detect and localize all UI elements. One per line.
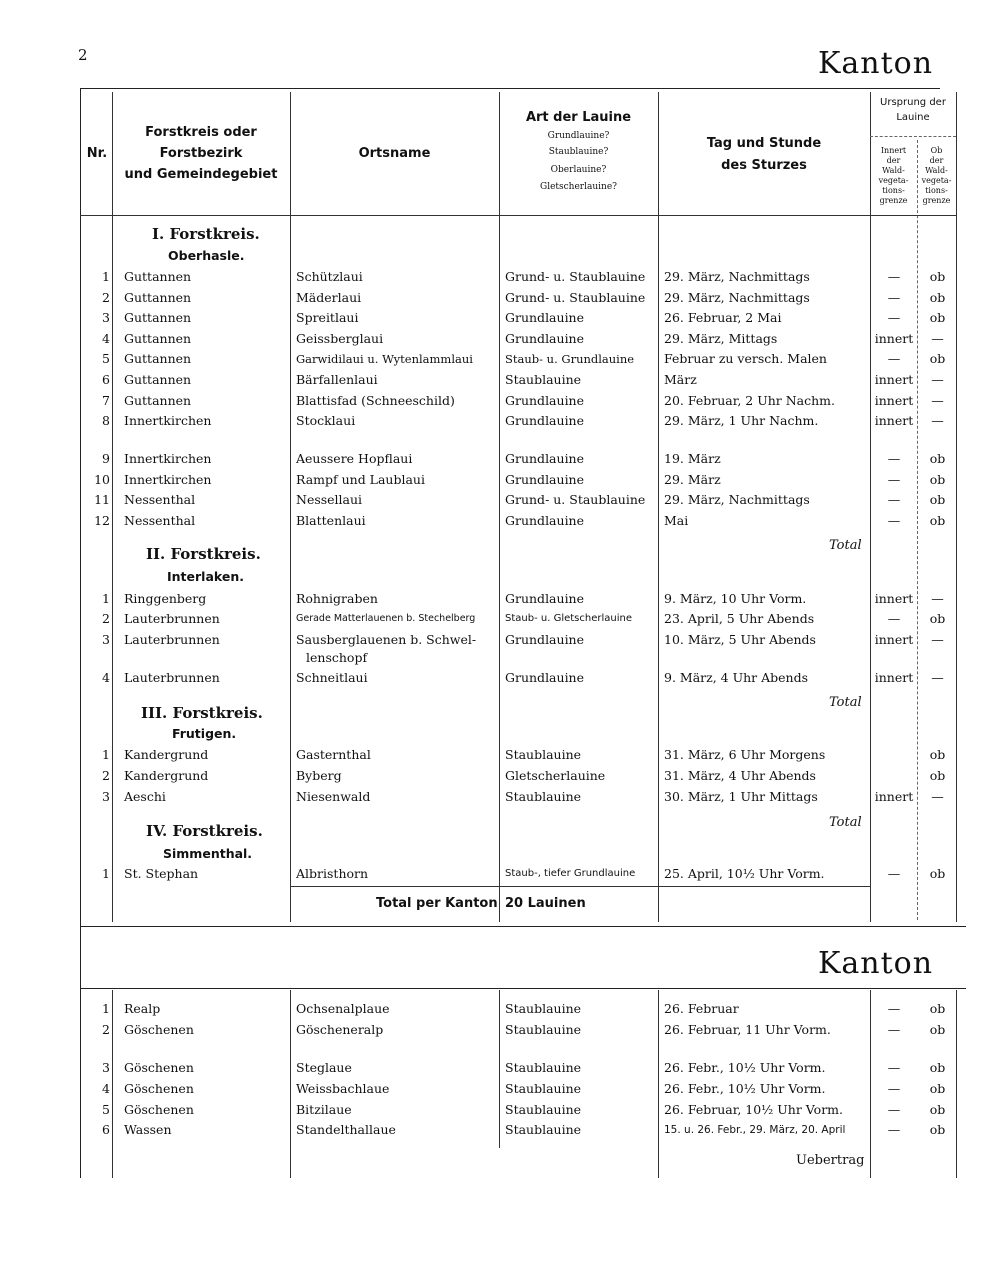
row-ortsname: Steglaue bbox=[296, 1060, 352, 1075]
row-nr: 4 bbox=[102, 670, 110, 685]
row-tag: 23. April, 5 Uhr Abends bbox=[664, 611, 815, 626]
row-tag: 29. März, Mittags bbox=[664, 331, 778, 346]
row-ob: — bbox=[931, 393, 944, 408]
row-gemeinde: Kandergrund bbox=[124, 747, 209, 762]
row-art: Staublauine bbox=[505, 1060, 582, 1075]
row-ortsname: Sausberglauenen b. Schwel- bbox=[296, 632, 477, 647]
row-ortsname: Nessellaui bbox=[296, 492, 363, 507]
row-nr: 4 bbox=[102, 1081, 110, 1096]
row-tag: Mai bbox=[664, 513, 689, 528]
row-ortsname: Byberg bbox=[296, 768, 342, 783]
total-per-kanton-value: 20 Lauinen bbox=[505, 896, 586, 911]
row-ob: ob bbox=[929, 1122, 946, 1137]
header-innert-6: grenze bbox=[879, 196, 908, 205]
row-innert: innert bbox=[874, 413, 914, 428]
header-nr: Nr. bbox=[86, 146, 108, 161]
table-row bbox=[80, 391, 960, 411]
row-gemeinde: Guttannen bbox=[124, 393, 192, 408]
table-row bbox=[80, 745, 960, 765]
row-ortsname: Niesenwald bbox=[296, 789, 371, 804]
row-art: Grundlauine bbox=[505, 591, 585, 606]
kanton-title-bottom: Kanton bbox=[818, 946, 934, 981]
row-nr: 1 bbox=[102, 1001, 110, 1016]
header-forstkreis-line1: Forstkreis oder bbox=[145, 125, 257, 140]
section-4-title: IV. Forstkreis. bbox=[146, 822, 263, 840]
row-gemeinde: Göschenen bbox=[124, 1022, 194, 1037]
table-row bbox=[80, 1100, 960, 1120]
header-innert-4: vegeta- bbox=[878, 176, 909, 185]
row-innert: innert bbox=[874, 670, 914, 685]
row-gemeinde: Guttannen bbox=[124, 310, 192, 325]
row-tag: 26. Februar bbox=[664, 1001, 739, 1016]
table-row bbox=[80, 470, 960, 490]
section-1-title: I. Forstkreis. bbox=[152, 225, 260, 243]
row-tag: 26. Februar, 11 Uhr Vorm. bbox=[664, 1022, 831, 1037]
row-ortsname: Bitzilaue bbox=[296, 1102, 352, 1117]
row-tag: 31. März, 6 Uhr Morgens bbox=[664, 747, 826, 762]
row-innert: — bbox=[887, 1081, 901, 1096]
row-art: Grundlauine bbox=[505, 413, 585, 428]
row-tag: 30. März, 1 Uhr Mittags bbox=[664, 789, 818, 804]
row-ob: ob bbox=[929, 310, 946, 325]
row-tag: 31. März, 4 Uhr Abends bbox=[664, 768, 816, 783]
row-nr: 5 bbox=[102, 1102, 110, 1117]
row-innert: — bbox=[887, 1102, 901, 1117]
row-innert: — bbox=[887, 1060, 901, 1075]
row-ob: ob bbox=[929, 747, 946, 762]
row-ortsname: Schneitlaui bbox=[296, 670, 368, 685]
header-ursprung-2: Lauine bbox=[896, 112, 930, 123]
row-nr: 2 bbox=[102, 611, 110, 626]
row-tag: 19. März bbox=[664, 451, 721, 466]
header-ob-4: vegeta- bbox=[921, 176, 952, 185]
row-ortsname: Weissbachlaue bbox=[296, 1081, 390, 1096]
row-gemeinde: Aeschi bbox=[124, 789, 166, 804]
row-gemeinde: Guttannen bbox=[124, 351, 192, 366]
row-ob: — bbox=[931, 670, 944, 685]
header-ob-6: grenze bbox=[922, 196, 951, 205]
section-1-subtitle: Oberhasle. bbox=[168, 248, 245, 263]
table-row bbox=[80, 787, 960, 807]
row-nr: 1 bbox=[102, 866, 110, 881]
row-tag: Februar zu versch. Malen bbox=[664, 351, 827, 366]
table-row bbox=[80, 329, 960, 349]
ursprung-sub-rule bbox=[870, 136, 956, 137]
row-ob: ob bbox=[929, 351, 946, 366]
row-ob: ob bbox=[929, 768, 946, 783]
table-row bbox=[80, 288, 960, 308]
table-row bbox=[80, 609, 960, 629]
table-row bbox=[80, 349, 960, 369]
section-3-title: III. Forstkreis. bbox=[141, 704, 263, 722]
row-innert: — bbox=[887, 472, 901, 487]
row-ortsname: Gasternthal bbox=[296, 747, 371, 762]
row-gemeinde: Wassen bbox=[124, 1122, 172, 1137]
row-art: Grund- u. Staublauine bbox=[505, 290, 646, 305]
row-art: Gletscherlauine bbox=[505, 768, 606, 783]
row-nr: 2 bbox=[102, 290, 110, 305]
row-art: Grundlauine bbox=[505, 451, 585, 466]
row-innert: — bbox=[887, 1022, 901, 1037]
row-gemeinde: Göschenen bbox=[124, 1102, 194, 1117]
row-innert: — bbox=[887, 1122, 901, 1137]
header-ursprung-1: Ursprung der bbox=[880, 97, 946, 108]
row-tag: März bbox=[664, 372, 697, 387]
row-ob: ob bbox=[929, 1102, 946, 1117]
header-ob-3: Wald- bbox=[925, 166, 948, 175]
row-innert: innert bbox=[874, 789, 914, 804]
row-gemeinde: Realp bbox=[124, 1001, 161, 1016]
table-row bbox=[80, 1020, 960, 1040]
section-4-subtitle: Simmenthal. bbox=[163, 846, 253, 861]
table-row bbox=[80, 511, 960, 531]
row-art: Staub- u. Grundlauine bbox=[505, 352, 635, 366]
header-tag-line2: des Sturzes bbox=[721, 158, 807, 173]
row-innert: — bbox=[887, 269, 901, 284]
row-tag: 29. März, Nachmittags bbox=[664, 290, 810, 305]
row-ob: ob bbox=[929, 1060, 946, 1075]
table-row bbox=[80, 766, 960, 786]
header-innert-2: der bbox=[886, 156, 901, 165]
table-row bbox=[80, 449, 960, 469]
row-innert: — bbox=[887, 492, 901, 507]
row-tag: 29. März, Nachmittags bbox=[664, 269, 810, 284]
row-ortsname: Garwidilaui u. Wytenlammlaui bbox=[296, 352, 473, 366]
row-ortsname: Albristhorn bbox=[296, 866, 369, 881]
row-nr: 8 bbox=[102, 413, 110, 428]
section-3-total: Total bbox=[829, 815, 862, 830]
row-gemeinde: Lauterbrunnen bbox=[124, 670, 220, 685]
table-row-continuation bbox=[80, 648, 960, 668]
row-ortsname: Bärfallenlaui bbox=[296, 372, 378, 387]
row-ob: — bbox=[931, 591, 944, 606]
row-innert: — bbox=[887, 1001, 901, 1016]
row-nr: 3 bbox=[102, 1060, 110, 1075]
row-tag: 20. Februar, 2 Uhr Nachm. bbox=[664, 393, 835, 408]
row-gemeinde: Guttannen bbox=[124, 290, 192, 305]
row-art: Grundlauine bbox=[505, 670, 585, 685]
row-ob: — bbox=[931, 413, 944, 428]
uebertrag-label: Uebertrag bbox=[796, 1153, 865, 1168]
total-per-kanton-label: Total per Kanton bbox=[376, 896, 498, 911]
row-art: Staublauine bbox=[505, 1102, 582, 1117]
row-gemeinde: Nessenthal bbox=[124, 513, 196, 528]
row-tag: 26. Febr., 10½ Uhr Vorm. bbox=[664, 1060, 826, 1075]
header-tag-line1: Tag und Stunde bbox=[706, 136, 822, 151]
row-gemeinde: Innertkirchen bbox=[124, 451, 212, 466]
table-row bbox=[80, 490, 960, 510]
row-ob: ob bbox=[929, 1001, 946, 1016]
row-ortsname: Stocklaui bbox=[296, 413, 356, 428]
section-2-title: II. Forstkreis. bbox=[146, 545, 261, 563]
row-ortsname: Spreitlaui bbox=[296, 310, 359, 325]
row-ob: ob bbox=[929, 611, 946, 626]
row-innert: — bbox=[887, 866, 901, 881]
table-row bbox=[80, 864, 960, 884]
row-ortsname: Gerade Matterlauenen b. Stechelberg bbox=[296, 613, 476, 624]
row-tag: 26. Febr., 10½ Uhr Vorm. bbox=[664, 1081, 826, 1096]
header-art-sub-2: Staublauine? bbox=[548, 147, 609, 157]
section-3-subtitle: Frutigen. bbox=[172, 726, 237, 741]
row-tag: 9. März, 10 Uhr Vorm. bbox=[664, 591, 807, 606]
row-gemeinde: Lauterbrunnen bbox=[124, 632, 220, 647]
row-innert: — bbox=[887, 451, 901, 466]
row-nr: 3 bbox=[102, 789, 110, 804]
table-row bbox=[80, 668, 960, 688]
row-ortsname: Aeussere Hopflaui bbox=[296, 451, 413, 466]
row-ob: — bbox=[931, 789, 944, 804]
title-rule-bottom bbox=[80, 988, 966, 989]
row-art: Staublauine bbox=[505, 1022, 582, 1037]
row-art: Grundlauine bbox=[505, 472, 585, 487]
row-ortsname: Rampf und Laublaui bbox=[296, 472, 425, 487]
row-art: Staublauine bbox=[505, 1122, 582, 1137]
row-tag: 29. März, 1 Uhr Nachm. bbox=[664, 413, 819, 428]
table-row bbox=[80, 370, 960, 390]
row-art: Staublauine bbox=[505, 1001, 582, 1016]
row-tag: 26. Februar, 10½ Uhr Vorm. bbox=[664, 1102, 844, 1117]
row-ortsname: Ochsenalplaue bbox=[296, 1001, 390, 1016]
table-row bbox=[80, 630, 960, 650]
row-gemeinde: Kandergrund bbox=[124, 768, 209, 783]
row-nr: 3 bbox=[102, 310, 110, 325]
row-gemeinde: Guttannen bbox=[124, 372, 192, 387]
header-forstkreis-line2: Forstbezirk bbox=[159, 146, 243, 161]
row-nr: 1 bbox=[102, 747, 110, 762]
row-tag: 29. März, Nachmittags bbox=[664, 492, 810, 507]
row-ortsname: Standelthallaue bbox=[296, 1122, 396, 1137]
row-ortsname: Geissberglaui bbox=[296, 331, 384, 346]
row-art: Staublauine bbox=[505, 372, 582, 387]
header-innert-3: Wald- bbox=[882, 166, 905, 175]
row-nr: 7 bbox=[102, 393, 110, 408]
row-art: Staublauine bbox=[505, 747, 582, 762]
row-ortsname-cont: lenschopf bbox=[306, 650, 368, 665]
row-innert: innert bbox=[874, 372, 914, 387]
row-ob: — bbox=[931, 372, 944, 387]
row-ob: ob bbox=[929, 290, 946, 305]
row-nr: 2 bbox=[102, 768, 110, 783]
row-gemeinde: Innertkirchen bbox=[124, 413, 212, 428]
row-innert: — bbox=[887, 290, 901, 305]
row-gemeinde: Göschenen bbox=[124, 1060, 194, 1075]
row-art: Staub-, tiefer Grundlauine bbox=[505, 868, 636, 879]
row-art: Grundlauine bbox=[505, 331, 585, 346]
row-innert: — bbox=[887, 310, 901, 325]
row-tag: 15. u. 26. Febr., 29. März, 20. April bbox=[664, 1124, 846, 1136]
page-number: 2 bbox=[78, 46, 88, 64]
header-innert-1: Innert bbox=[880, 146, 907, 155]
row-ob: ob bbox=[929, 269, 946, 284]
row-art: Staub- u. Gletscherlauine bbox=[505, 613, 632, 624]
row-nr: 4 bbox=[102, 331, 110, 346]
row-gemeinde: Lauterbrunnen bbox=[124, 611, 220, 626]
section-2-total: Total bbox=[829, 695, 862, 710]
row-gemeinde: Nessenthal bbox=[124, 492, 196, 507]
total-rule bbox=[290, 886, 870, 887]
row-gemeinde: Guttannen bbox=[124, 331, 192, 346]
row-gemeinde: Ringgenberg bbox=[124, 591, 207, 606]
title-rule-top bbox=[80, 88, 940, 89]
table-row bbox=[80, 999, 960, 1019]
table-row bbox=[80, 308, 960, 328]
row-nr: 9 bbox=[102, 451, 110, 466]
row-nr: 5 bbox=[102, 351, 110, 366]
row-tag: 25. April, 10½ Uhr Vorm. bbox=[664, 866, 825, 881]
row-ortsname: Rohnigraben bbox=[296, 591, 378, 606]
row-ob: — bbox=[931, 632, 944, 647]
row-tag: 26. Februar, 2 Mai bbox=[664, 310, 782, 325]
section-2-subtitle: Interlaken. bbox=[167, 569, 244, 584]
header-ob-2: der bbox=[929, 156, 944, 165]
table-row bbox=[80, 267, 960, 287]
row-nr: 6 bbox=[102, 372, 110, 387]
row-innert: innert bbox=[874, 393, 914, 408]
row-innert: innert bbox=[874, 331, 914, 346]
kanton-title-top: Kanton bbox=[818, 46, 934, 81]
row-gemeinde: St. Stephan bbox=[124, 866, 199, 881]
row-innert: — bbox=[887, 611, 901, 626]
row-art: Grundlauine bbox=[505, 513, 585, 528]
header-ortsname: Ortsname bbox=[358, 146, 431, 161]
row-art: Grundlauine bbox=[505, 393, 585, 408]
table-row bbox=[80, 1058, 960, 1078]
row-art: Staublauine bbox=[505, 1081, 582, 1096]
header-art-sub-4: Gletscherlauine? bbox=[540, 182, 617, 192]
row-nr: 1 bbox=[102, 591, 110, 606]
header-art-sub-1: Grundlauine? bbox=[547, 131, 610, 141]
header-innert-5: tions- bbox=[882, 186, 905, 195]
row-tag: 9. März, 4 Uhr Abends bbox=[664, 670, 809, 685]
row-nr: 12 bbox=[94, 513, 110, 528]
row-nr: 10 bbox=[94, 472, 110, 487]
header-bottom-rule bbox=[80, 215, 956, 216]
row-nr: 11 bbox=[94, 492, 110, 507]
row-ob: ob bbox=[929, 1081, 946, 1096]
row-tag: 29. März bbox=[664, 472, 721, 487]
row-ob: ob bbox=[929, 451, 946, 466]
row-ob: ob bbox=[929, 1022, 946, 1037]
row-innert: innert bbox=[874, 591, 914, 606]
row-art: Grund- u. Staublauine bbox=[505, 269, 646, 284]
section-1-total: Total bbox=[829, 538, 862, 553]
row-ortsname: Göscheneralp bbox=[296, 1022, 384, 1037]
row-ob: ob bbox=[929, 472, 946, 487]
header-art-sub-3: Oberlauine? bbox=[550, 165, 607, 175]
row-ortsname: Blattenlaui bbox=[296, 513, 366, 528]
row-nr: 3 bbox=[102, 632, 110, 647]
row-ortsname: Mäderlaui bbox=[296, 290, 362, 305]
row-ortsname: Blattisfad (Schneeschild) bbox=[296, 393, 455, 408]
row-ob: ob bbox=[929, 492, 946, 507]
table-row bbox=[80, 1120, 960, 1140]
header-forstkreis-line3: und Gemeindegebiet bbox=[124, 167, 278, 182]
row-gemeinde: Guttannen bbox=[124, 269, 192, 284]
row-innert: — bbox=[887, 351, 901, 366]
row-ob: ob bbox=[929, 513, 946, 528]
row-gemeinde: Innertkirchen bbox=[124, 472, 212, 487]
row-gemeinde: Göschenen bbox=[124, 1081, 194, 1096]
row-nr: 1 bbox=[102, 269, 110, 284]
header-art-title: Art der Lauine bbox=[525, 110, 632, 125]
row-ob: ob bbox=[929, 866, 946, 881]
table-row bbox=[80, 1079, 960, 1099]
header-ob-5: tions- bbox=[925, 186, 948, 195]
table-row bbox=[80, 411, 960, 431]
row-innert: innert bbox=[874, 632, 914, 647]
canton-separator bbox=[80, 926, 966, 927]
row-nr: 6 bbox=[102, 1122, 110, 1137]
row-ob: — bbox=[931, 331, 944, 346]
row-nr: 2 bbox=[102, 1022, 110, 1037]
row-ortsname: Schützlaui bbox=[296, 269, 363, 284]
row-art: Grund- u. Staublauine bbox=[505, 492, 646, 507]
row-innert: — bbox=[887, 513, 901, 528]
header-ob-1: Ob bbox=[930, 146, 943, 155]
row-art: Grundlauine bbox=[505, 310, 585, 325]
row-art: Grundlauine bbox=[505, 632, 585, 647]
row-tag: 10. März, 5 Uhr Abends bbox=[664, 632, 816, 647]
table-row bbox=[80, 589, 960, 609]
row-art: Staublauine bbox=[505, 789, 582, 804]
